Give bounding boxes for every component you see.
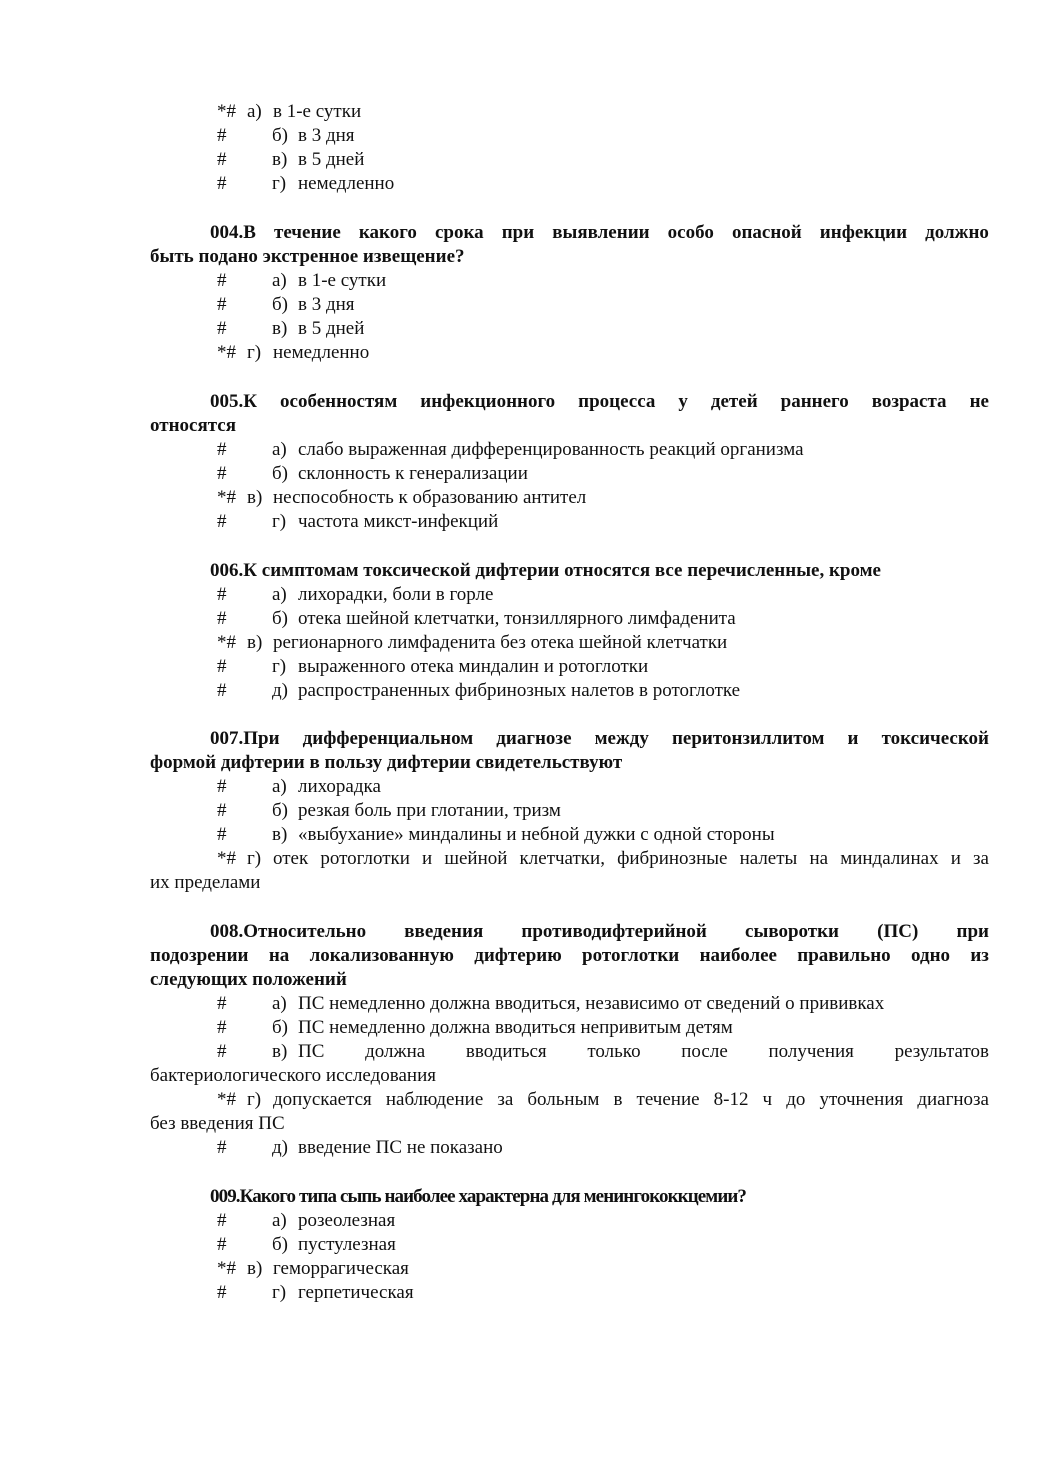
option-text: «выбухание» миндалины и небной дужки с одной стороны: [298, 824, 775, 845]
option-letter: б): [272, 1017, 288, 1038]
option: [0, 462, 1039, 486]
answer-marker: #: [217, 584, 227, 605]
word: должно: [925, 222, 989, 243]
option: [0, 679, 1039, 703]
word: ПС: [298, 1041, 325, 1062]
answer-marker: *#: [217, 632, 236, 653]
word: клетчатки,: [519, 848, 605, 869]
option: [0, 799, 1039, 823]
option-text: склонность к генерализации: [298, 463, 528, 484]
answer-marker: #: [217, 318, 227, 339]
answer-marker: #: [217, 1234, 227, 1255]
word: за: [973, 848, 989, 869]
word: подозрении: [150, 945, 249, 966]
option-text: в 3 дня: [298, 294, 355, 315]
word: инфекционного: [420, 391, 556, 412]
question-first-word: [210, 920, 366, 944]
option-letter: а): [272, 1210, 287, 1231]
option-letter: в): [247, 632, 263, 653]
question-title: [210, 559, 881, 583]
answer-marker: *#: [217, 1089, 236, 1110]
option-letter: а): [272, 270, 287, 291]
word: (ПС): [877, 921, 919, 942]
question-title-cont: быть подано экстренное извещение?: [150, 246, 465, 267]
question-first-word: [210, 390, 257, 414]
option-letter: в): [247, 1258, 263, 1279]
answer-marker: #: [217, 680, 227, 701]
option-letter: г): [272, 656, 287, 677]
option-continuation: без введения ПС: [150, 1113, 285, 1134]
word: миндалинах: [840, 848, 939, 869]
word: и: [950, 848, 961, 869]
option: [0, 124, 1039, 148]
option-text: распространенных фибринозных налетов в ротоглотке: [298, 680, 741, 701]
word: инфекции: [819, 222, 908, 243]
word: При: [243, 728, 280, 749]
answer-marker: #: [217, 656, 227, 677]
option-text: герпетическая: [298, 1282, 414, 1303]
word: между: [594, 728, 649, 749]
word: у: [678, 391, 688, 412]
option: [0, 172, 1039, 196]
word: при: [501, 222, 535, 243]
option-letter: г): [247, 342, 262, 363]
option-letter: а): [247, 101, 262, 122]
option-letter: г): [247, 1089, 262, 1110]
option: [0, 823, 1039, 847]
word: течение: [274, 222, 341, 243]
option-text: частота микст-инфекций: [298, 511, 499, 532]
justified-line: [273, 1088, 989, 1112]
option-letter: г): [272, 1282, 287, 1303]
option: [0, 1136, 1039, 1160]
word: ротоглотки: [582, 945, 680, 966]
option-text: в 5 дней: [298, 318, 365, 339]
word: допускается: [273, 1089, 372, 1110]
option-text: слабо выраженная дифференцированность реакций организма: [298, 439, 804, 460]
option-letter: в): [272, 318, 288, 339]
option: [0, 1233, 1039, 1257]
answer-marker: *#: [217, 1258, 236, 1279]
word: детей: [710, 391, 758, 412]
word: и: [847, 728, 859, 749]
option: [0, 607, 1039, 631]
word: раннего: [780, 391, 849, 412]
option-text: лихорадка: [298, 776, 381, 797]
word: вводиться: [465, 1041, 547, 1062]
word: особо: [667, 222, 714, 243]
option-letter: б): [272, 463, 288, 484]
word: фибринозные: [617, 848, 728, 869]
word: перитонзиллитом: [671, 728, 825, 749]
question-number: 007.: [210, 728, 244, 749]
option-continuation: бактериологического исследования: [150, 1065, 437, 1086]
word: какого: [358, 222, 417, 243]
word: правильно: [797, 945, 891, 966]
word: получения: [768, 1041, 854, 1062]
word: противодифтерийной: [521, 921, 707, 942]
word: из: [970, 945, 989, 966]
option-text: в 1-е сутки: [298, 270, 387, 291]
justified-line: [273, 847, 989, 871]
answer-marker: #: [217, 173, 227, 194]
word: процесса: [578, 391, 656, 412]
option-letter: г): [272, 511, 287, 532]
word: локализованную: [309, 945, 454, 966]
answer-marker: #: [217, 1210, 227, 1231]
option-letter: д): [272, 1137, 288, 1158]
answer-marker: #: [217, 125, 227, 146]
word: должна: [365, 1041, 426, 1062]
option-text: розеолезная: [298, 1210, 396, 1231]
word: не: [969, 391, 989, 412]
option-text: выраженного отека миндалин и ротоглотки: [298, 656, 649, 677]
word: особенностям: [280, 391, 398, 412]
option-letter: б): [272, 294, 288, 315]
word: после: [681, 1041, 728, 1062]
option-letter: а): [272, 776, 287, 797]
option: [0, 1209, 1039, 1233]
question-first-word: [210, 221, 256, 245]
correct-option: [0, 1257, 1039, 1281]
question-title-cont: относятся: [150, 415, 237, 436]
option-letter: а): [272, 584, 287, 605]
question-title: [210, 1185, 746, 1209]
word: токсической: [881, 728, 989, 749]
answer-marker: #: [217, 149, 227, 170]
answer-marker: #: [217, 800, 227, 821]
question-title-cont: следующих положений: [150, 969, 347, 990]
option-letter: б): [272, 1234, 288, 1255]
word: за: [497, 1089, 514, 1110]
answer-marker: #: [217, 463, 227, 484]
word: отек: [273, 848, 309, 869]
word: ротоглотки: [320, 848, 410, 869]
question-title: [210, 390, 989, 414]
word: результатов: [894, 1041, 989, 1062]
word: опасной: [731, 222, 802, 243]
option-letter: б): [272, 125, 288, 146]
answer-marker: #: [217, 1137, 227, 1158]
question-first-word: [210, 727, 280, 751]
question-number: 004.: [210, 222, 244, 243]
option: [0, 1016, 1039, 1040]
word: шейной: [444, 848, 508, 869]
option-letter: в): [272, 1041, 288, 1062]
answer-marker: #: [217, 824, 227, 845]
answer-marker: #: [217, 294, 227, 315]
option-text: лихорадки, боли в горле: [298, 584, 494, 605]
option-text: геморрагическая: [273, 1258, 409, 1279]
option-letter: д): [272, 680, 288, 701]
word: выявлении: [552, 222, 650, 243]
option-continuation: их пределами: [150, 872, 261, 893]
word: до: [786, 1089, 806, 1110]
correct-option: [0, 631, 1039, 655]
word: больным: [527, 1089, 600, 1110]
justified-line: [150, 944, 989, 968]
option: [0, 1281, 1039, 1305]
word: ч: [762, 1089, 773, 1110]
answer-marker: #: [217, 1282, 227, 1303]
option-text: отека шейной клетчатки, тонзиллярного лимфаденита: [298, 608, 736, 629]
option-letter: в): [247, 487, 263, 508]
word: одно: [911, 945, 951, 966]
word: срока: [434, 222, 484, 243]
option-letter: г): [247, 848, 262, 869]
question-text: Какого типа сыпь наиболее характерна для менингококкцемии?: [239, 1186, 747, 1207]
word: диагноза: [917, 1089, 989, 1110]
option: [0, 269, 1039, 293]
word: только: [587, 1041, 641, 1062]
word: 8-12: [713, 1089, 749, 1110]
answer-marker: #: [217, 1041, 227, 1062]
option-text: в 5 дней: [298, 149, 365, 170]
word: наиболее: [699, 945, 777, 966]
word: наблюдение: [385, 1089, 484, 1110]
question-title: [210, 727, 989, 751]
word: при: [956, 921, 989, 942]
option: [0, 510, 1039, 534]
word: на: [268, 945, 290, 966]
word: и: [422, 848, 433, 869]
word: Относительно: [243, 921, 367, 942]
word: диагнозе: [496, 728, 572, 749]
option: [0, 775, 1039, 799]
answer-marker: #: [217, 608, 227, 629]
answer-marker: #: [217, 270, 227, 291]
option-text: резкая боль при глотании, тризм: [298, 800, 561, 821]
option-text: в 3 дня: [298, 125, 355, 146]
option-text: ПС немедленно должна вводиться непривитым детям: [298, 1017, 733, 1038]
option-text: регионарного лимфаденита без отека шейной клетчатки: [273, 632, 728, 653]
question-text: К симптомам токсической дифтерии относятся все перечисленные, кроме: [243, 560, 881, 581]
option-text: неспособность к образованию антител: [273, 487, 587, 508]
option-letter: б): [272, 800, 288, 821]
option: [0, 438, 1039, 462]
option-letter: б): [272, 608, 288, 629]
question-number: 006.: [210, 560, 244, 581]
word: К: [243, 391, 258, 412]
correct-option: [0, 341, 1039, 365]
answer-marker: #: [217, 993, 227, 1014]
option-letter: в): [272, 824, 288, 845]
option: [0, 317, 1039, 341]
answer-marker: *#: [217, 487, 236, 508]
question-title-cont: формой дифтерии в пользу дифтерии свидетельствуют: [150, 752, 623, 773]
option-letter: а): [272, 439, 287, 460]
option-text: ПС немедленно должна вводиться, независимо от сведений о прививках: [298, 993, 885, 1014]
option-text: введение ПС не показано: [298, 1137, 503, 1158]
answer-marker: #: [217, 1017, 227, 1038]
answer-marker: *#: [217, 848, 236, 869]
justified-line: [298, 1040, 989, 1064]
option: [0, 583, 1039, 607]
option-text: немедленно: [273, 342, 370, 363]
word: дифтерию: [474, 945, 562, 966]
word: введения: [404, 921, 484, 942]
word: В: [243, 222, 256, 243]
option-text: пустулезная: [298, 1234, 396, 1255]
option: [0, 293, 1039, 317]
question-title: [210, 221, 989, 245]
question-number: 009.: [210, 1186, 240, 1207]
option: [0, 148, 1039, 172]
option-text: в 1-е сутки: [273, 101, 362, 122]
word: в: [613, 1089, 623, 1110]
word: дифференциальном: [302, 728, 474, 749]
question-number: 008.: [210, 921, 244, 942]
option-letter: в): [272, 149, 288, 170]
word: возраста: [871, 391, 947, 412]
word: сыворотки: [745, 921, 839, 942]
answer-marker: #: [217, 511, 227, 532]
option-letter: г): [272, 173, 287, 194]
word: на: [809, 848, 829, 869]
word: налеты: [739, 848, 798, 869]
question-number: 005.: [210, 391, 244, 412]
option-letter: а): [272, 993, 287, 1014]
answer-marker: #: [217, 776, 227, 797]
correct-option: [0, 100, 1039, 124]
option-text: немедленно: [298, 173, 395, 194]
answer-marker: *#: [217, 101, 236, 122]
question-title: [210, 920, 989, 944]
correct-option: [0, 486, 1039, 510]
answer-marker: #: [217, 439, 227, 460]
option: [0, 655, 1039, 679]
word: уточнения: [819, 1089, 904, 1110]
word: течение: [636, 1089, 700, 1110]
answer-marker: *#: [217, 342, 236, 363]
option: [0, 992, 1039, 1016]
